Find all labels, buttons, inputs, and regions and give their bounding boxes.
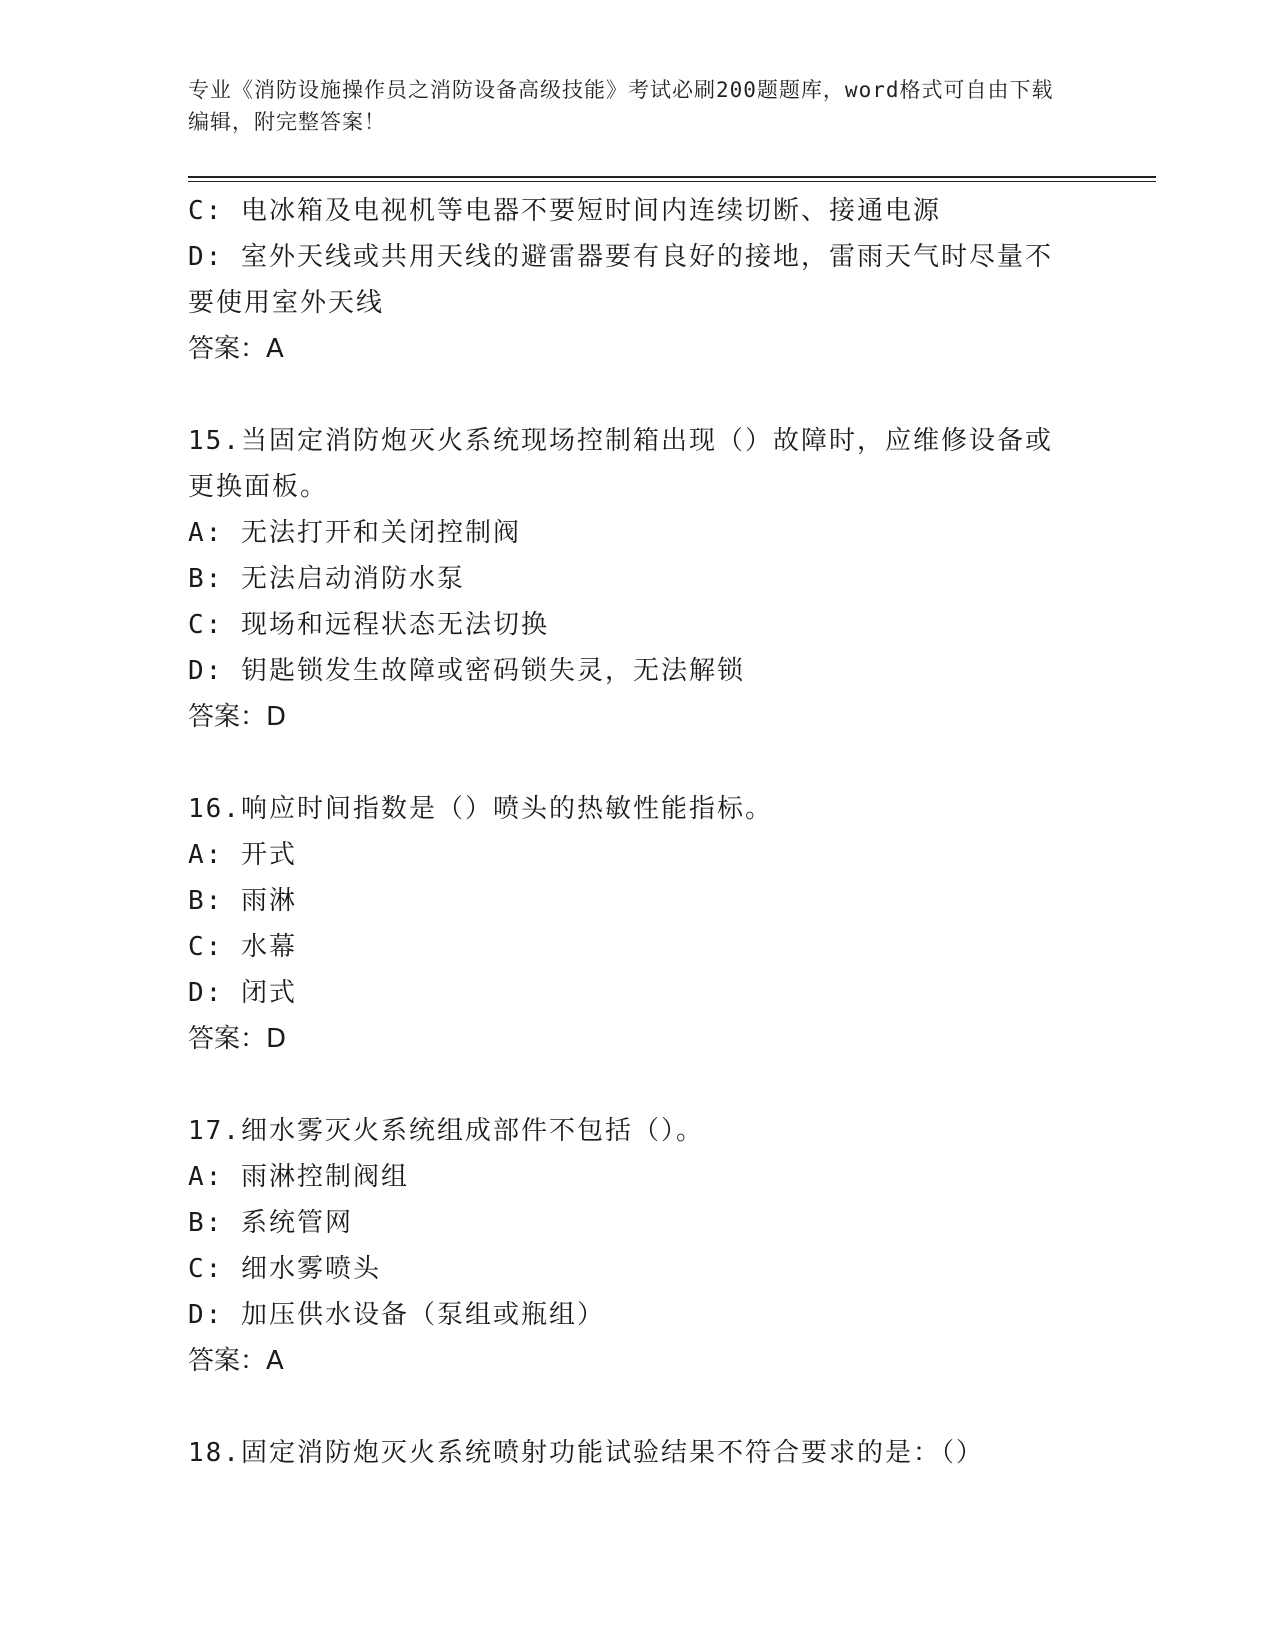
answer: 答案：A [188, 1346, 284, 1376]
answer: 答案：A [188, 334, 284, 364]
option-d: D: 室外天线或共用天线的避雷器要有良好的接地，雷雨天气时尽量不 [188, 242, 1053, 272]
header-rule-thin [188, 181, 1156, 182]
question-15 [188, 418, 1088, 740]
option-d: D: 加压供水设备（泵组或瓶组） [188, 1300, 605, 1330]
question-16 [188, 786, 1088, 1062]
option-b: B: 系统管网 [188, 1208, 353, 1238]
option-c: C: 现场和远程状态无法切换 [188, 610, 549, 640]
option-a: A: 雨淋控制阀组 [188, 1162, 409, 1192]
option-c: C: 电冰箱及电视机等电器不要短时间内连续切断、接通电源 [188, 196, 941, 226]
option-a: A: 无法打开和关闭控制阀 [188, 518, 521, 548]
header-rule-thick [188, 176, 1156, 178]
answer: 答案：D [188, 1024, 287, 1054]
question-stem: 15.当固定消防炮灭火系统现场控制箱出现（）故障时，应维修设备或 [188, 426, 1053, 456]
option-d-continued: 要使用室外天线 [188, 288, 385, 318]
question-18 [188, 1430, 1088, 1476]
question-14-continued [188, 188, 1088, 372]
spacer [188, 372, 1088, 418]
spacer [188, 1062, 1088, 1108]
spacer [188, 1384, 1088, 1430]
option-a: A: 开式 [188, 840, 297, 870]
option-c: C: 水幕 [188, 932, 297, 962]
question-17 [188, 1108, 1088, 1384]
page-header: 专业《消防设施操作员之消防设备高级技能》考试必刷200题题库，word格式可自由下载编辑，附完整答案！ [188, 78, 1054, 134]
spacer [188, 740, 1088, 786]
question-stem: 17.细水雾灭火系统组成部件不包括（）。 [188, 1116, 704, 1146]
document-body [188, 188, 1088, 1476]
answer: 答案：D [188, 702, 287, 732]
question-stem: 16.响应时间指数是（）喷头的热敏性能指标。 [188, 794, 773, 824]
option-d: D: 钥匙锁发生故障或密码锁失灵，无法解锁 [188, 656, 745, 686]
question-stem: 18.固定消防炮灭火系统喷射功能试验结果不符合要求的是：（） [188, 1438, 984, 1468]
option-d: D: 闭式 [188, 978, 297, 1008]
option-b: B: 雨淋 [188, 886, 297, 916]
option-c: C: 细水雾喷头 [188, 1254, 381, 1284]
option-b: B: 无法启动消防水泵 [188, 564, 465, 594]
question-stem-continued: 更换面板。 [188, 472, 329, 502]
